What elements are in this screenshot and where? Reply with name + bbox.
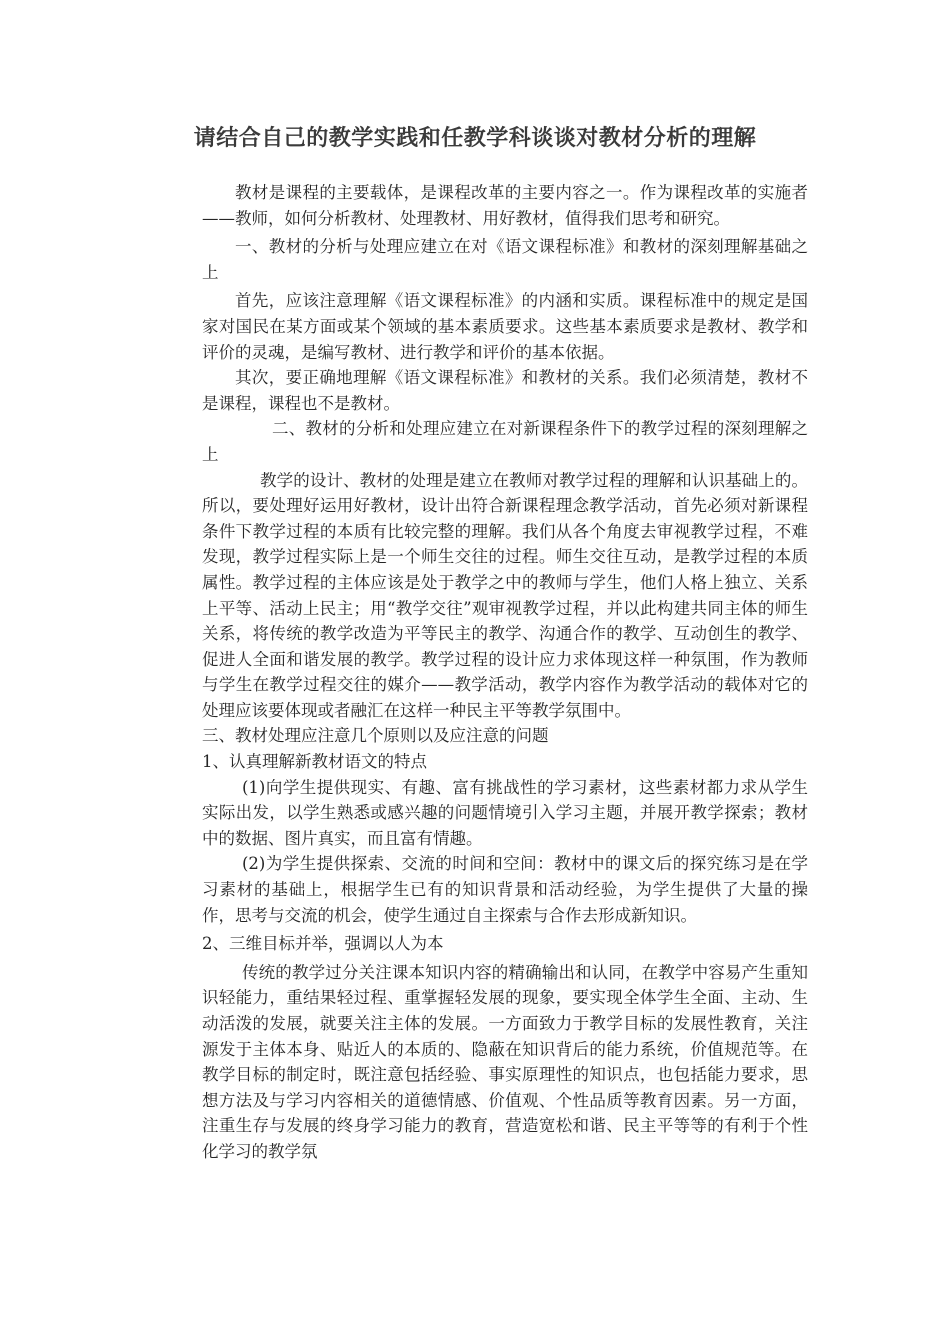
subheading-2: 2、三维目标并举，强调以人为本 [202, 934, 444, 954]
paragraph-second: 其次，要正确地理解《语文课程标准》和教材的关系。我们必须清楚，教材不是课程，课程也不是教材。 [202, 368, 808, 413]
heading-section-2: 二、教材的分析和处理应建立在对新课程条件下的教学过程的深刻理解之上 [202, 419, 808, 464]
document-title: 请结合自己的教学实践和任教学科谈谈对教材分析的理解 [193, 126, 757, 151]
paragraph-teaching-process: 教学的设计、教材的处理是建立在教师对教学过程的理解和认识基础上的。所以，要处理好运用好教材，设计出符合新课程理念教学活动，首先必须对新课程条件下教学过程的本质有比较完整的理解。我们从各个角度去审视教学过程，不难发现，教学过程实际上是一个师生交往的过程。师生交往互动，是教学过程的本质属性。教学过程的主体应该是处于教学之中的教师与学生，他们人格上独立、关系上平等、活动上民主；用“教学交往”观审视教学过程，并以此构建共同主体的师生关系，将传统的教学改造为平等民主的教学、沟通合作的教学、互动创生的教学、促进人全面和谐发展的教学。教学过程的设计应力求体现这样一种氛围，作为教师与学生在教学过程交往的媒介——教学活动，教学内容作为教学活动的载体对它的处理应该要体现或者融汇在这样一种民主平等教学氛围中。 [202, 470, 808, 720]
paragraph-point-2: (2)为学生提供探索、交流的时间和空间：教材中的课文后的探究练习是在学习素材的基础上，根据学生已有的知识背景和活动经验，为学生提供了大量的操作，思考与交流的机会，使学生通过自主探索与合作去形成新知识。 [202, 854, 808, 925]
paragraph-three-goals: 传统的教学过分关注课本知识内容的精确输出和认同，在教学中容易产生重知识轻能力，重结果轻过程、重掌握轻发展的现象，要实现全体学生全面、主动、生动活泼的发展，就要关注主体的发展。一方面致力于教学目标的发展性教育，关注源发于主体本身、贴近人的本质的、隐蔽在知识背后的能力系统，价值规范等。在教学目标的制定时，既注意包括经验、事实原理性的知识点，也包括能力要求，思想方法及与学习内容相关的道德情感、价值观、个性品质等教育因素。另一方面，注重生存与发展的终身学习能力的教育，营造宽松和谐、民主平等等的有利于个性化学习的教学氛 [202, 962, 808, 1161]
paragraph-intro: 教材是课程的主要载体，是课程改革的主要内容之一。作为课程改革的实施者——教师，如何分析教材、处理教材、用好教材，值得我们思考和研究。 [202, 183, 808, 228]
paragraph-point-1: (1)向学生提供现实、有趣、富有挑战性的学习素材，这些素材都力求从学生实际出发，以学生熟悉或感兴趣的问题情境引入学习主题，并展开教学探索；教材中的数据、图片真实，而且富有情趣。 [202, 777, 808, 848]
heading-section-1: 一、教材的分析与处理应建立在对《语文课程标准》和教材的深刻理解基础之上 [202, 237, 808, 282]
paragraph-first: 首先，应该注意理解《语文课程标准》的内涵和实质。课程标准中的规定是国家对国民在某方面或某个领域的基本素质要求。这些基本素质要求是教材、教学和评价的灵魂，是编写教材、进行教学和评价的基本依据。 [202, 291, 808, 362]
document-body [202, 180, 808, 1165]
subheading-1: 1、认真理解新教材语文的特点 [202, 752, 427, 772]
heading-section-3: 三、教材处理应注意几个原则以及应注意的问题 [202, 726, 549, 746]
